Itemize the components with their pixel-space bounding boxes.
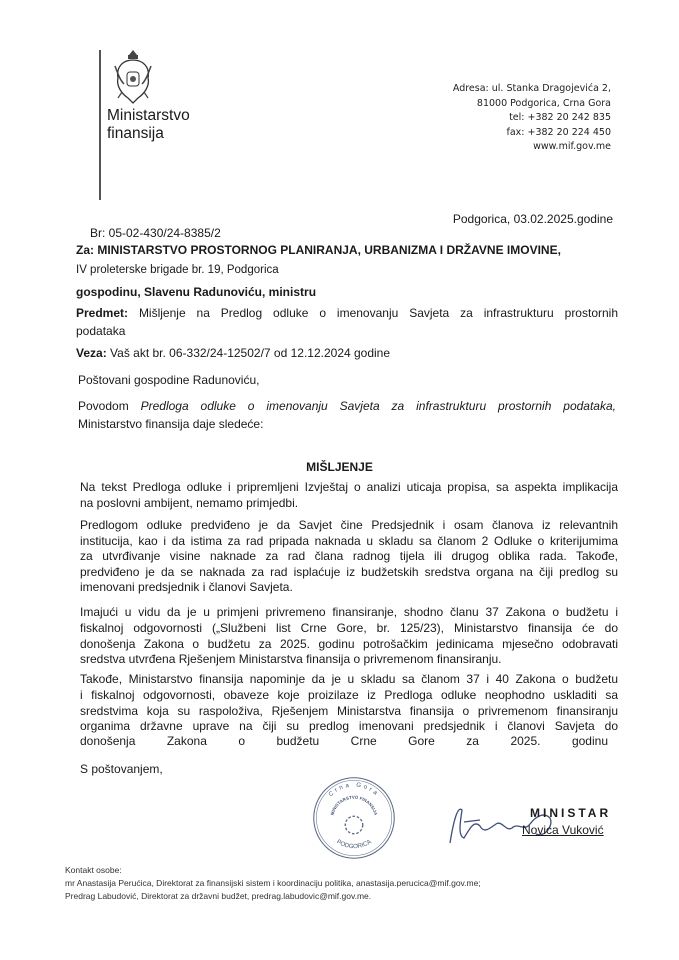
paragraph-3-line: donošenja Zakona o budžetu za 2025. godinu potrošačkim jedinicama mjesečno odobravati <box>80 637 618 651</box>
contact-line: mr Anastasija Perućica, Direktorat za finansijski sistem i koordinaciju politika, anastasija.perucica@mif.gov.me; <box>65 878 481 888</box>
subject-text-cont: podataka <box>76 324 126 338</box>
opinion-heading: MIŠLJENJE <box>306 460 373 474</box>
salutation: Poštovani gospodine Radunoviću, <box>78 373 260 387</box>
address-website[interactable]: www.mif.gov.me <box>533 141 611 152</box>
stamp-inner-text: MINISTARSTVO FINANSIJA <box>329 794 379 816</box>
closing: S poštovanjem, <box>80 762 163 776</box>
stamp-city: PODGORICA <box>335 838 373 851</box>
paragraph-4-line: donošenja Zakona o budžetu Crne Gore za 2025. godinu <box>80 734 608 748</box>
address-fax: fax: +382 20 224 450 <box>506 126 611 138</box>
contact-line: Predrag Labudović, Direktorat za državni budžet, predrag.labudovic@mif.gov.me. <box>65 891 372 901</box>
svg-text:PODGORICA <box>335 838 373 850</box>
paragraph-1-line: Na tekst Predloga odluke i pripremljeni Izvještaj o analizi uticaja propisa, sa aspekta implikacija <box>80 480 618 494</box>
paragraph-4-line: organima državne uprave na čiji su predlog imenovani predsjednik i članovi Savjeta do <box>80 719 618 733</box>
subject-label: Predmet: <box>76 306 129 320</box>
intro-line2: Ministarstvo finansija daje sledeće: <box>78 417 264 431</box>
subject-text: Mišljenje na Predlog odluke o imenovanju Savjeta za infrastrukturu prostornih <box>138 306 619 320</box>
intro-italic: Predloga odluke o imenovanju Savjeta za infrastrukturu prostornih podataka, <box>140 399 616 413</box>
signatory-name: Novica Vuković <box>522 823 604 837</box>
link-label: Veza: <box>76 346 107 360</box>
coat-of-arms-icon <box>112 48 154 111</box>
paragraph-2-line: imenovani predsjednik i članovi Savjeta. <box>80 580 293 594</box>
intro-prefix: Povodom <box>78 399 129 413</box>
paragraph-2-line: za utvrđivanje visine naknade za rad člana radnog tijela ili drugog oblika rada. Takođe, <box>80 549 618 563</box>
recipient-line <box>76 243 561 257</box>
reference-number: Br: 05-02-430/24-8385/2 <box>90 226 221 240</box>
paragraph-1-line: na poslovni ambijent, nemamo primjedbi. <box>80 496 299 510</box>
link-value: Vaš akt br. 06-332/24-12502/7 od 12.12.2024 godine <box>110 346 391 360</box>
paragraph-4-line: Takođe, Ministarstvo finansija napominje da je u skladu sa članom 37 i 40 Zakona o budžetu <box>80 672 618 686</box>
svg-text:MINISTARSTVO FINANSIJA <box>330 795 379 817</box>
ministry-name-line2: finansija <box>107 125 164 142</box>
subject-line <box>76 306 618 320</box>
ministry-address <box>453 82 611 155</box>
address-phone: tel: +382 20 242 835 <box>509 112 611 123</box>
paragraph-3-line: fiskalnoj odgovornosti („Službeni list Crne Gore, br. 125/23), Ministarstvo finansija će do <box>80 621 618 635</box>
link-line <box>76 346 390 360</box>
ministry-name-line1: Ministarstvo <box>107 107 190 124</box>
paragraph-2-line: Predlogom odluke predviđeno je da Savjet čine Predsjednik i osam članova iz relevantnih <box>80 518 618 532</box>
intro-line <box>78 399 616 413</box>
stamp-outer-text: Crna Gora <box>327 781 381 799</box>
place-date: Podgorica, 03.02.2025.godine <box>452 212 613 226</box>
ministry-name <box>107 107 190 143</box>
address-street: Adresa: ul. Stanka Dragojevića 2, <box>452 83 611 94</box>
paragraph-2-line: institucija, kao i da istima za rad pripada naknada u skladu sa članom 2 Odluke o kriterijumima <box>80 534 618 548</box>
paragraph-2-line: predviđeno je da se naknada za rad isplaćuje iz budžetskih sredstva organa na čiji predlog su <box>80 565 618 579</box>
paragraph-3-line: Imajući u vidu da je u primjeni privremeno finansiranje, shodno članu 37 Zakona o budžetu i <box>80 605 618 619</box>
signatory-title: MINISTAR <box>530 806 612 820</box>
header-divider <box>99 50 101 200</box>
paragraph-4-line: i fiskalnoj odgovornosti, obaveze koje proizilaze iz Predloga odluke neophodno uskladiti sa <box>80 688 618 702</box>
recipient-address: IV proleterske brigade br. 19, Podgorica <box>76 264 279 276</box>
paragraph-3-line: sredstva utvrđena Rješenjem Ministarstva finansija o privremenom finansiranju. <box>80 652 502 666</box>
paragraph-4-line: sredstvima koja su raspoloživa, Rješenjem Ministarstva finansija o privremenom finansiranju <box>80 704 618 718</box>
address-city: 81000 Podgorica, Crna Gora <box>476 97 611 109</box>
contacts <box>65 864 481 903</box>
recipient-person: gospodinu, Slavenu Radunoviću, ministru <box>76 285 317 299</box>
recipient-label: Za: <box>76 243 94 257</box>
contacts-label: Kontakt osobe: <box>65 865 122 875</box>
recipient-name: MINISTARSTVO PROSTORNOG PLANIRANJA, URBANIZMA I DRŽAVNE IMOVINE, <box>97 243 561 257</box>
official-stamp <box>312 776 396 865</box>
